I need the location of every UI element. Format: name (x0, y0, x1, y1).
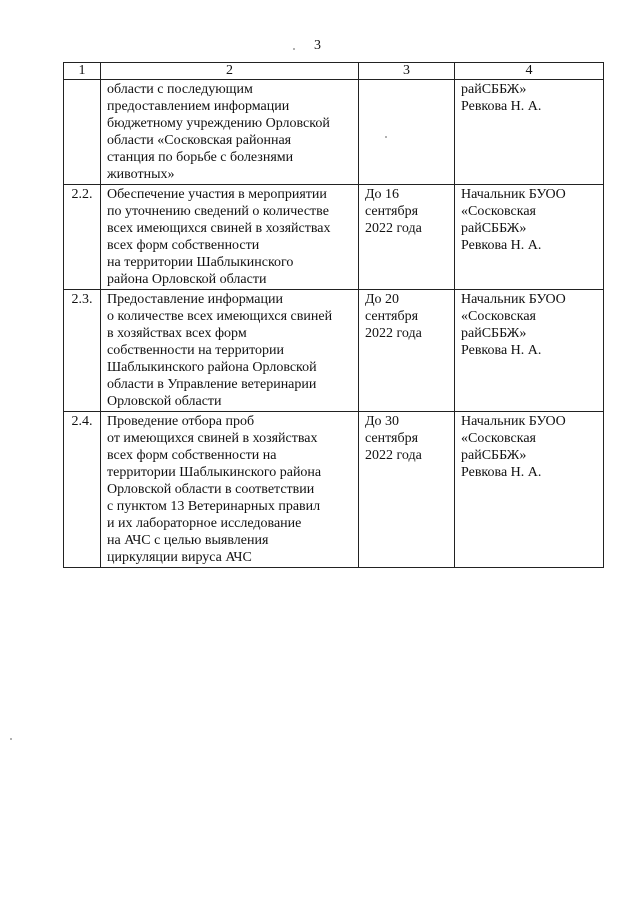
table-header-row (64, 63, 604, 80)
text-line: 2022 года (365, 221, 422, 236)
responsible (455, 80, 604, 185)
text-line: на АЧС с целью выявления (107, 533, 269, 548)
text-line: предоставлением информации (107, 99, 290, 114)
table-row (64, 185, 604, 290)
task-description (101, 412, 359, 568)
responsible (455, 185, 604, 290)
text-line: в хозяйствах всех форм (107, 326, 247, 341)
text-line: райСББЖ» (461, 326, 527, 341)
text-line: на территории Шаблыкинского (107, 255, 294, 270)
item-number (64, 80, 101, 185)
text-line: Орловской области (107, 394, 222, 409)
deadline (359, 80, 455, 185)
item-number: 2.3. (64, 290, 101, 412)
text-line: сентября (365, 309, 419, 324)
scan-speck (10, 738, 12, 740)
text-line: района Орловской области (107, 272, 267, 287)
text-line: «Сосковская (461, 204, 536, 219)
text-line: Ревкова Н. А. (461, 238, 542, 253)
text-line: о количестве всех имеющихся свиней (107, 309, 333, 324)
text-line: области с последующим (107, 82, 253, 97)
task-description (101, 185, 359, 290)
text-line: сентября (365, 204, 419, 219)
text-line: «Сосковская (461, 309, 536, 324)
item-number: 2.2. (64, 185, 101, 290)
text-line: райСББЖ» (461, 448, 527, 463)
text-line: территории Шаблыкинского района (107, 465, 322, 480)
deadline (359, 185, 455, 290)
text-line: До 16 (365, 187, 400, 202)
text-line: райСББЖ» (461, 82, 527, 97)
item-number: 2.4. (64, 412, 101, 568)
header-cell-1: 1 (64, 63, 101, 80)
header-cell-3: 3 (359, 63, 455, 80)
text-line: животных» (107, 167, 175, 182)
text-line: Начальник БУОО (461, 187, 566, 202)
plan-table (63, 62, 604, 568)
text-line: 2022 года (365, 448, 422, 463)
scan-speck (293, 48, 295, 50)
text-line: от имеющихся свиней в хозяйствах (107, 431, 318, 446)
text-line: До 20 (365, 292, 400, 307)
text-line: Ревкова Н. А. (461, 343, 542, 358)
text-line: Начальник БУОО (461, 414, 566, 429)
text-line: области «Сосковская районная (107, 133, 292, 148)
responsible (455, 412, 604, 568)
text-line: и их лабораторное исследование (107, 516, 302, 531)
table-row (64, 290, 604, 412)
text-line: 2022 года (365, 326, 422, 341)
task-description (101, 80, 359, 185)
text-line: сентября (365, 431, 419, 446)
text-line: собственности на территории (107, 343, 285, 358)
text-line: Орловской области в соответствии (107, 482, 315, 497)
text-line: области в Управление ветеринарии (107, 377, 317, 392)
header-cell-2: 2 (101, 63, 359, 80)
text-line: Начальник БУОО (461, 292, 566, 307)
text-line: станция по борьбе с болезнями (107, 150, 294, 165)
text-line: бюджетному учреждению Орловской (107, 116, 330, 131)
task-description (101, 290, 359, 412)
text-line: всех форм собственности (107, 238, 260, 253)
text-line: с пунктом 13 Ветеринарных правил (107, 499, 321, 514)
text-line: Обеспечение участия в мероприятии (107, 187, 327, 202)
text-line: по уточнению сведений о количестве (107, 204, 329, 219)
table-row-continued (64, 80, 604, 185)
text-line: Ревкова Н. А. (461, 465, 542, 480)
text-line: Предоставление информации (107, 292, 283, 307)
text-line: всех форм собственности на (107, 448, 277, 463)
text-line: «Сосковская (461, 431, 536, 446)
text-line: райСББЖ» (461, 221, 527, 236)
page-number: 3 (314, 38, 321, 53)
text-line: циркуляции вируса АЧС (107, 550, 252, 565)
text-line: Проведение отбора проб (107, 414, 255, 429)
header-cell-4: 4 (455, 63, 604, 80)
responsible (455, 290, 604, 412)
text-line: Ревкова Н. А. (461, 99, 542, 114)
text-line: всех имеющихся свиней в хозяйствах (107, 221, 331, 236)
text-line: До 30 (365, 414, 400, 429)
text-line: Шаблыкинского района Орловской (107, 360, 317, 375)
deadline (359, 412, 455, 568)
table-row (64, 412, 604, 568)
deadline (359, 290, 455, 412)
